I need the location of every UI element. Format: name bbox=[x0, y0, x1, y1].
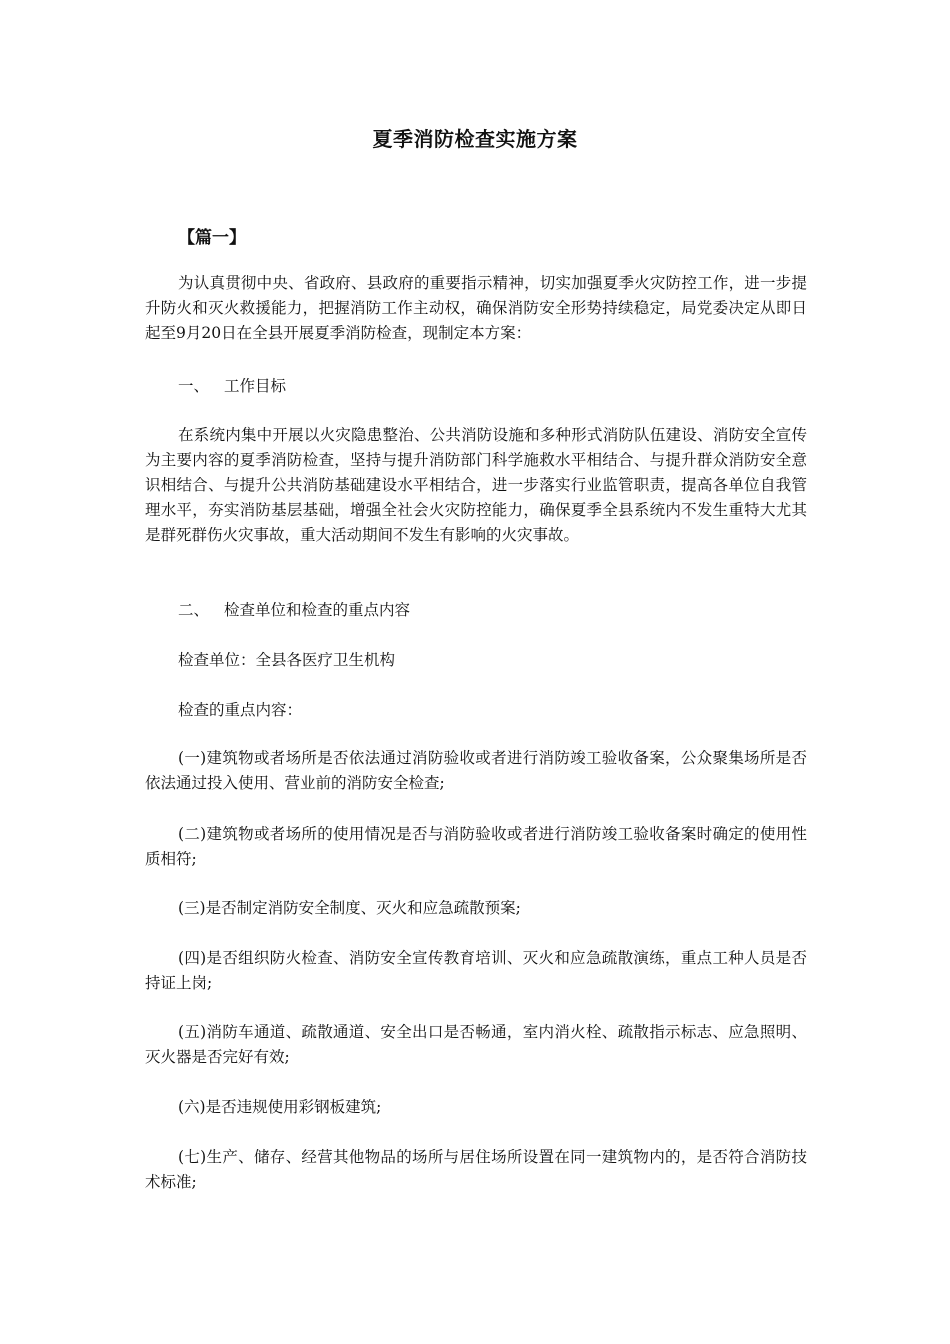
section-tag: 【篇一】 bbox=[178, 228, 246, 248]
heading-inspection-scope bbox=[178, 598, 410, 623]
heading-number: 一、 bbox=[178, 377, 210, 395]
heading-work-goal bbox=[178, 374, 286, 399]
list-item: (三)是否制定消防安全制度、灭火和应急疏散预案; bbox=[178, 899, 521, 917]
intro-paragraph: 为认真贯彻中央、省政府、县政府的重要指示精神，切实加强夏季火灾防控工作，进一步提升防火和灭火救援能力，把握消防工作主动权，确保消防安全形势持续稳定，局党委决定从即日起至9月20日在全县开展夏季消防检查，现制定本方案： bbox=[145, 274, 807, 342]
list-item: (五)消防车通道、疏散通道、安全出口是否畅通，室内消火栓、疏散指示标志、应急照明、灭火器是否完好有效; bbox=[145, 1023, 807, 1066]
document-title: 夏季消防检查实施方案 bbox=[372, 127, 578, 151]
heading-text: 检查单位和检查的重点内容 bbox=[224, 601, 411, 619]
heading-number: 二、 bbox=[178, 601, 210, 619]
heading-text: 工作目标 bbox=[224, 377, 287, 395]
goal-paragraph: 在系统内集中开展以火灾隐患整治、公共消防设施和多种形式消防队伍建设、消防安全宣传为主要内容的夏季消防检查，坚持与提升消防部门科学施救水平相结合、与提升群众消防安全意识相结合、与提升公共消防基础建设水平相结合，进一步落实行业监管职责，提高各单位自我管理水平，夯实消防基层基础，增强全社会火灾防控能力，确保夏季全县系统内不发生重特大尤其是群死群伤火灾事故，重大活动期间不发生有影响的火灾事故。 bbox=[145, 426, 807, 544]
inspection-units: 检查单位：全县各医疗卫生机构 bbox=[178, 651, 396, 669]
list-item: (四)是否组织防火检查、消防安全宣传教育培训、灭火和应急疏散演练，重点工种人员是否持证上岗; bbox=[145, 949, 807, 992]
list-item: (六)是否违规使用彩钢板建筑; bbox=[178, 1098, 382, 1116]
list-item: (二)建筑物或者场所的使用情况是否与消防验收或者进行消防竣工验收备案时确定的使用性质相符; bbox=[145, 825, 807, 868]
key-content-label: 检查的重点内容： bbox=[178, 701, 303, 719]
list-item: (七)生产、储存、经营其他物品的场所与居住场所设置在同一建筑物内的，是否符合消防技术标准; bbox=[145, 1148, 807, 1191]
list-item: (一)建筑物或者场所是否依法通过消防验收或者进行消防竣工验收备案，公众聚集场所是否依法通过投入使用、营业前的消防安全检查; bbox=[145, 749, 807, 792]
